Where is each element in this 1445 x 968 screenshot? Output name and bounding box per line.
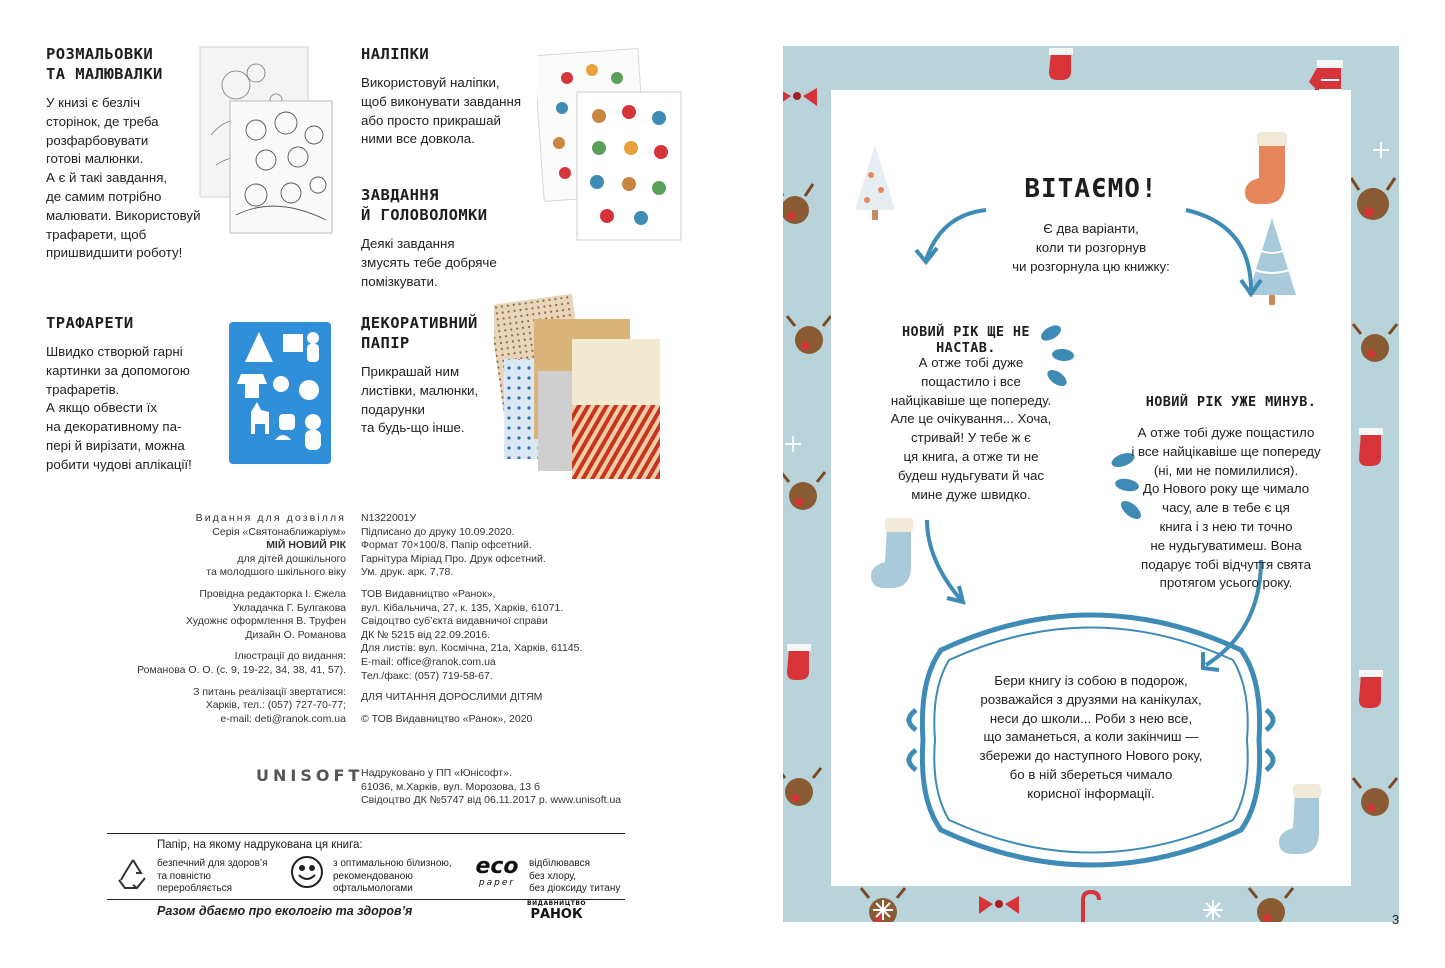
illustrations-credit: Ілюстрації до видання: xyxy=(234,650,346,663)
age-note: ДЛЯ ЧИТАННЯ ДОРОСЛИМИ ДІТЯМ xyxy=(361,691,543,704)
reindeer-icon xyxy=(1353,324,1397,362)
decorative-paper-image xyxy=(494,293,664,483)
option2-title: НОВИЙ РІК УЖЕ МИНУВ. xyxy=(1145,394,1317,410)
christmas-tree-icon xyxy=(1248,218,1296,305)
print-signed: Підписано до друку 10.09.2020. xyxy=(361,525,515,538)
stencil-image xyxy=(229,322,331,464)
print-sheets: Ум. друк. арк. 7,78. xyxy=(361,566,454,579)
reindeer-icon xyxy=(787,316,831,354)
art-credit: Художнє оформлення В. Труфен xyxy=(186,615,346,628)
reindeer-icon xyxy=(1351,178,1395,220)
stickers-image xyxy=(537,48,685,244)
print-format: Формат 70×100/8. Папір офсетний. xyxy=(361,539,532,552)
bow-icon xyxy=(783,88,817,106)
sales-contact: e-mail: deti@ranok.com.ua xyxy=(220,712,346,725)
mitten-icon xyxy=(1359,670,1383,708)
eco-info-box xyxy=(107,833,625,923)
welcome-card xyxy=(831,90,1351,886)
printer-line: Свідоцтво ДК №5747 від 06.11.2017 р. www.unisoft.ua xyxy=(361,794,622,807)
reindeer-icon xyxy=(783,768,821,806)
welcome-intro: Є два варіанти, коли ти розгорнув чи розгорнула цю книжку: xyxy=(1012,221,1170,274)
mitten-icon xyxy=(1049,48,1073,80)
reindeer-icon xyxy=(1353,778,1397,816)
left-page xyxy=(0,0,722,968)
feature-body: Деякі завдання змусять тебе добряче помізкувати. xyxy=(361,236,497,289)
illustrations-credit: Романова О. О. (с. 9, 19-22, 34, 38, 41, 57). xyxy=(137,663,346,676)
frame-text: Бери книгу із собою в подорож, розважайся з друзями на канікулах, неси до школи... Роби з нею все, що заманеться, а коли закінчиш — збережи до наступного Нового року, бо в ній збереться чимало корисної інформації. xyxy=(979,673,1203,801)
copyright: © ТОВ Видавництво «Ранок», 2020 xyxy=(361,712,533,725)
candy-cane-icon xyxy=(1083,892,1099,922)
feature-title: ТРАФАРЕТИ xyxy=(46,314,134,332)
audience-line: для дітей дошкільного xyxy=(237,552,346,565)
ranok-logo-small: ВИДАВНИЦТВО xyxy=(527,900,587,907)
imprint-left xyxy=(106,512,346,726)
eco-title: Папір, на якому надрукована ця книга: xyxy=(157,839,363,851)
right-page xyxy=(783,46,1399,922)
page-number: 3 xyxy=(1392,912,1400,927)
ranok-logo xyxy=(527,898,586,920)
option1-body: А отже тобі дуже пощастило і все найцікавіше ще попереду. Але це очікування... Хоча, стривай! У тебе ж є ця книга, а отже ти не будеш нудьгувати й час мине дуже швидко. xyxy=(890,355,1052,502)
reindeer-icon xyxy=(1249,888,1293,922)
sales-contact: Харків, тел.: (057) 727-70-77; xyxy=(205,699,346,712)
option2-body: А отже тобі дуже пощастило і все найцікавіше ще попереду (ні, ми не помилилися). До Нового року ще чимало часу, але в тебе є ця книга і з нею ти точно не нудьгуватимеш. Вона подарує тобі відчуття свята протягом усього року. xyxy=(1131,425,1321,591)
feature-title: НАЛІПКИ xyxy=(361,45,430,63)
compiler-credit: Укладачка Г. Булгакова xyxy=(233,601,346,614)
product-code: N1322001У xyxy=(361,512,417,524)
printer-line: 61036, м.Харків, вул. Морозова, 13 б xyxy=(361,780,541,793)
printer-logo: UNISOFT xyxy=(256,766,364,785)
eco-bleaching: відбілювався без хлору, без діоксиду титану xyxy=(529,858,621,894)
feature-stickers xyxy=(361,44,551,149)
mitten-icon xyxy=(787,644,811,680)
coloring-pages-image xyxy=(196,45,334,235)
series: Серія «Святонаближаріум» xyxy=(212,525,346,538)
edition-type: Видання для дозвілля xyxy=(195,512,346,524)
publisher-line: вул. Кібальчича, 27, к. 135, Харків, 61071. xyxy=(361,601,564,614)
publisher-line: Свідоцтво суб’єкта видавничої справи xyxy=(361,615,548,628)
design-credit: Дизайн О. Романова xyxy=(245,628,346,641)
imprint-right xyxy=(361,512,691,726)
welcome-title: ВІТАЄМО! xyxy=(1024,174,1158,204)
feature-title: ДЕКОРАТИВНИЙ ПАПІР xyxy=(361,314,478,352)
audience-line: та молодшого шкільного віку xyxy=(206,566,346,579)
eco-paper-logo xyxy=(471,856,523,892)
eco-logo-sub: paper xyxy=(478,878,516,888)
eco-whiteness: з оптимальною білизною, рекомендованою офтальмологами xyxy=(333,858,452,894)
bow-icon xyxy=(979,896,1019,914)
feature-body: У книзі є безліч сторінок, де треба розфарбовувати готові малюнки. А є й такі завдання, де самим потрібно малювати. Використовуй трафарети, щоб пришвидшити роботу! xyxy=(46,95,201,261)
feature-title: ЗАВДАННЯ Й ГОЛОВОЛОМКИ xyxy=(361,186,488,224)
printer-info xyxy=(361,767,621,808)
feature-title: РОЗМАЛЬОВКИ ТА МАЛЮВАЛКИ xyxy=(46,45,163,83)
feature-body: Використовуй наліпки, щоб виконувати завдання або просто прикрашай ними все довкола. xyxy=(361,75,522,147)
publisher-line: Для листів: вул. Космічна, 21а, Харків, 61145. xyxy=(361,642,583,655)
option1-title: НОВИЙ РІК ЩЕ НЕ НАСТАВ. xyxy=(902,324,1030,356)
editor-credit: Провідна редакторка І. Єжела xyxy=(199,587,346,600)
reindeer-icon xyxy=(783,472,825,510)
feature-puzzles xyxy=(361,185,551,291)
eco-footer: Разом дбаємо про екологію та здоров’я xyxy=(107,899,625,918)
mitten-icon xyxy=(1359,428,1383,466)
smiley-icon xyxy=(289,854,325,890)
ranok-logo-text: РАНОК xyxy=(530,907,583,922)
sock-icon xyxy=(871,518,913,588)
feature-body: Прикрашай ним листівки, малюнки, подарунки та будь-що інше. xyxy=(361,364,479,436)
reindeer-icon xyxy=(783,184,813,224)
publisher-line: ДК № 5215 від 22.09.2016. xyxy=(361,628,491,641)
book-title: МІЙ НОВИЙ РІК xyxy=(266,539,346,552)
publisher-line: Тел./факс: (057) 719-58-67. xyxy=(361,669,493,682)
feature-stencils xyxy=(46,313,246,475)
recycle-icon xyxy=(115,856,151,892)
printer-line: Надруковано у ПП «Юнісофт». xyxy=(361,767,512,779)
sales-contact: З питань реалізації звертатися: xyxy=(193,685,346,698)
eco-logo-word: eco xyxy=(475,854,519,879)
feature-body: Швидко створюй гарні картинки за допомогою трафаретів. А якщо обвести їх на декоративному па- пері й вирізати, можна робити чудові аплікації! xyxy=(46,344,192,472)
publisher-line: ТОВ Видавництво «Ранок», xyxy=(361,587,496,600)
sock-icon xyxy=(1279,784,1321,854)
print-font: Гарнітура Міріад Про. Друк офсетний. xyxy=(361,552,546,565)
eco-recyclable: безпечний для здоров’я та повністю переробляється xyxy=(157,858,268,894)
publisher-line: E-mail: office@ranok.com.ua xyxy=(361,655,496,668)
